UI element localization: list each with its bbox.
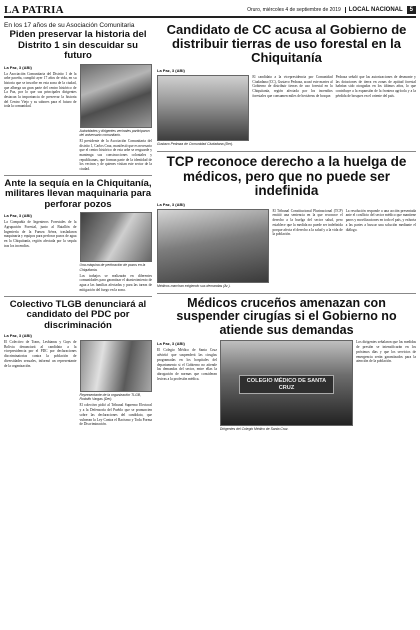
article-distrito-1	[4, 22, 152, 176]
article-text: El presidente de la Asociación Comunitaria del distrito 1, Carlos Cruz, manifestó que es necesario que el centro histórico de esta urbe se resguarde y mantenga sus construcciones coloniales y republicanas, que forman parte de la identidad de los vecinos y de quienes visitan este sector de la ciudad.	[79, 138, 152, 172]
article-text: El Colectivo de Trans, Lesbianas y Gays de Bolivia denunciará al candidato a la vicepresidencia por el PDC por declaraciones discriminatorias contra la población de diversidades sexuales, informó un representante de la organización.	[4, 340, 77, 368]
article-text: La Asociación Comunitaria del Distrito 1 de la urbe paceña, cumplió ayer 17 años de vida, en su historia que se inscribe en esta zona de la ciudad, que alberga un gran parte del centro histórico de La Paz, por lo que sus principales dirigentes destacan la importancia de preservar la historia del Centro Viejo y su sabores para el futuro de toda la comunidad.	[4, 71, 77, 109]
article-headline[interactable]: Piden preservar la historia del Distrito 1 sin descuidar su futuro	[9, 29, 147, 61]
article-photo	[157, 75, 249, 141]
photo-caption: Representante de la organización TLGB, Rodolfo Vargas (Der).	[79, 393, 141, 402]
article-text: El Colegio Médico de Santa Cruz advirtió que suspenderá las cirugías programadas en los hospitales del departamento si el Gobierno no atiende las demandas del sector, entre ellas la abrogación de normas que consideran lesivas a la profesión médica.	[157, 348, 217, 381]
article-byline: La Paz, 3 (ABI)	[157, 68, 185, 73]
article-medicos-crucenos	[157, 297, 416, 437]
article-photo	[80, 64, 153, 128]
article-text: El Tribunal Constitucional Plurinacional (TCP) emitió una sentencia en la que reconoce el derecho a la huelga del sector salud, pero establece que la medida no puede ser indefinida porque afecta el derecho a la salud y a la vida de la población.	[272, 208, 343, 237]
page-date: Oruro, miércoles 4 de septiembre de 2019	[247, 6, 341, 13]
article-tcp-huelga	[157, 155, 416, 294]
article-text: Pedraza señaló que las autorizaciones de desmonte y las dotaciones de tierra en zonas de aptitud forestal habrían sido otorgadas en los últimos años, lo que contribuye a la expansión de la frontera agrícola y a la pérdida de bosques en el oriente del país.	[335, 75, 416, 98]
article-text: La Compañía de Ingenieros Forestales de la Agrupación Forestal, junto al Batallón de Ingeniería de la Fuerza Aérea, trasladaron maquinaria y equipos para perforar pozos de agua en la Chiquitanía, región afectada por la sequía tras los incendios.	[4, 220, 77, 248]
article-headline[interactable]: Colectivo TLGB denunciará al candidato del PDC por discriminación	[9, 298, 147, 331]
article-byline: La Paz, 3 (ABI)	[4, 333, 32, 339]
article-text: El colectivo pidió al Tribunal Supremo Electoral y a la Defensoría del Pueblo que se pronuncien sobre las declaraciones del candidato, que vulneran la Ley Contra el Racismo y Toda Forma de Discriminación.	[79, 403, 152, 427]
photo-caption: Autoridades y dirigentes vecinales participaron del aniversario comunitario.	[79, 128, 150, 137]
article-photo	[80, 340, 153, 392]
article-headline[interactable]: TCP reconoce derecho a la huelga de médicos, pero que no puede ser indefinida	[166, 154, 407, 199]
article-byline: La Paz, 3 (ABI)	[4, 64, 32, 70]
photo-caption: Médicos marchan exigiendo sus demandas (Ar.).	[157, 283, 231, 288]
article-headline[interactable]: Ante la sequía en la Chiquitanía, militares llevan maquinaria para perforar pozos	[4, 177, 152, 210]
article-candidato-cc	[157, 23, 416, 152]
photo-caption: Una máquina de perforación de pozos en la Chiquitanía.	[79, 263, 146, 272]
article-colectivo-tlgb	[4, 300, 152, 430]
section-label: LOCAL NACIONAL	[345, 7, 403, 13]
article-photo	[157, 209, 269, 283]
article-photo	[220, 340, 353, 426]
article-headline[interactable]: Médicos cruceños amenazan con suspender cirugías si el Gobierno no atiende sus demandas	[176, 295, 397, 337]
article-text: La resolución responde a una acción presentada ante el conflicto del sector médico que mantiene paros y movilizaciones en todo el país, y exhorta a las partes a buscar una solución mediante el diálogo.	[345, 208, 416, 232]
right-column	[157, 21, 416, 440]
article-kicker: En los 17 años de su Asociación Comunitaria	[4, 22, 135, 29]
article-headline[interactable]: Candidato de CC acusa al Gobierno de distribuir tierras de uso forestal en la Chiquitanía	[166, 22, 407, 65]
photo-caption: Dirigentes del Colegio Médico de Santa Cruz.	[219, 427, 289, 432]
masthead	[4, 3, 416, 18]
article-text: Los trabajos se realizarán en diferentes comunidades para garantizar el abastecimiento de agua a las familias afectadas y para las tareas de mitigación del fuego en la zona.	[79, 273, 152, 292]
article-byline: La Paz, 3 (ABI)	[157, 341, 185, 347]
article-photo	[80, 212, 153, 262]
article-chiquitania-pozos	[4, 179, 152, 297]
page-number: 5	[407, 6, 416, 14]
masthead-info	[247, 6, 416, 14]
newspaper-logo: LA PATRIA	[4, 3, 64, 16]
article-text: El candidato a la vicepresidencia por Comunidad Ciudadana (CC), Gustavo Pedraza, acusó este martes al Gobierno de distribuir tierras de uso forestal en la Chiquitanía, región afectada por los incendios forestales que consumen miles de hectáreas de bosque.	[252, 75, 333, 98]
photo-caption: Gustavo Pedraza de Comunidad Ciudadana (Der).	[157, 142, 234, 146]
banner-text: COLEGIO MÉDICO DE SANTA CRUZ	[239, 375, 334, 394]
article-byline: La Paz, 3 (ABI)	[4, 213, 32, 219]
article-text: Los dirigentes señalaron que las medidas de presión se intensificarán en los próximos días y que los servicios de emergencia serán garantizados para la atención de la población.	[356, 340, 416, 364]
article-byline: La Paz, 3 (ABI)	[157, 201, 185, 207]
left-column	[4, 21, 152, 440]
